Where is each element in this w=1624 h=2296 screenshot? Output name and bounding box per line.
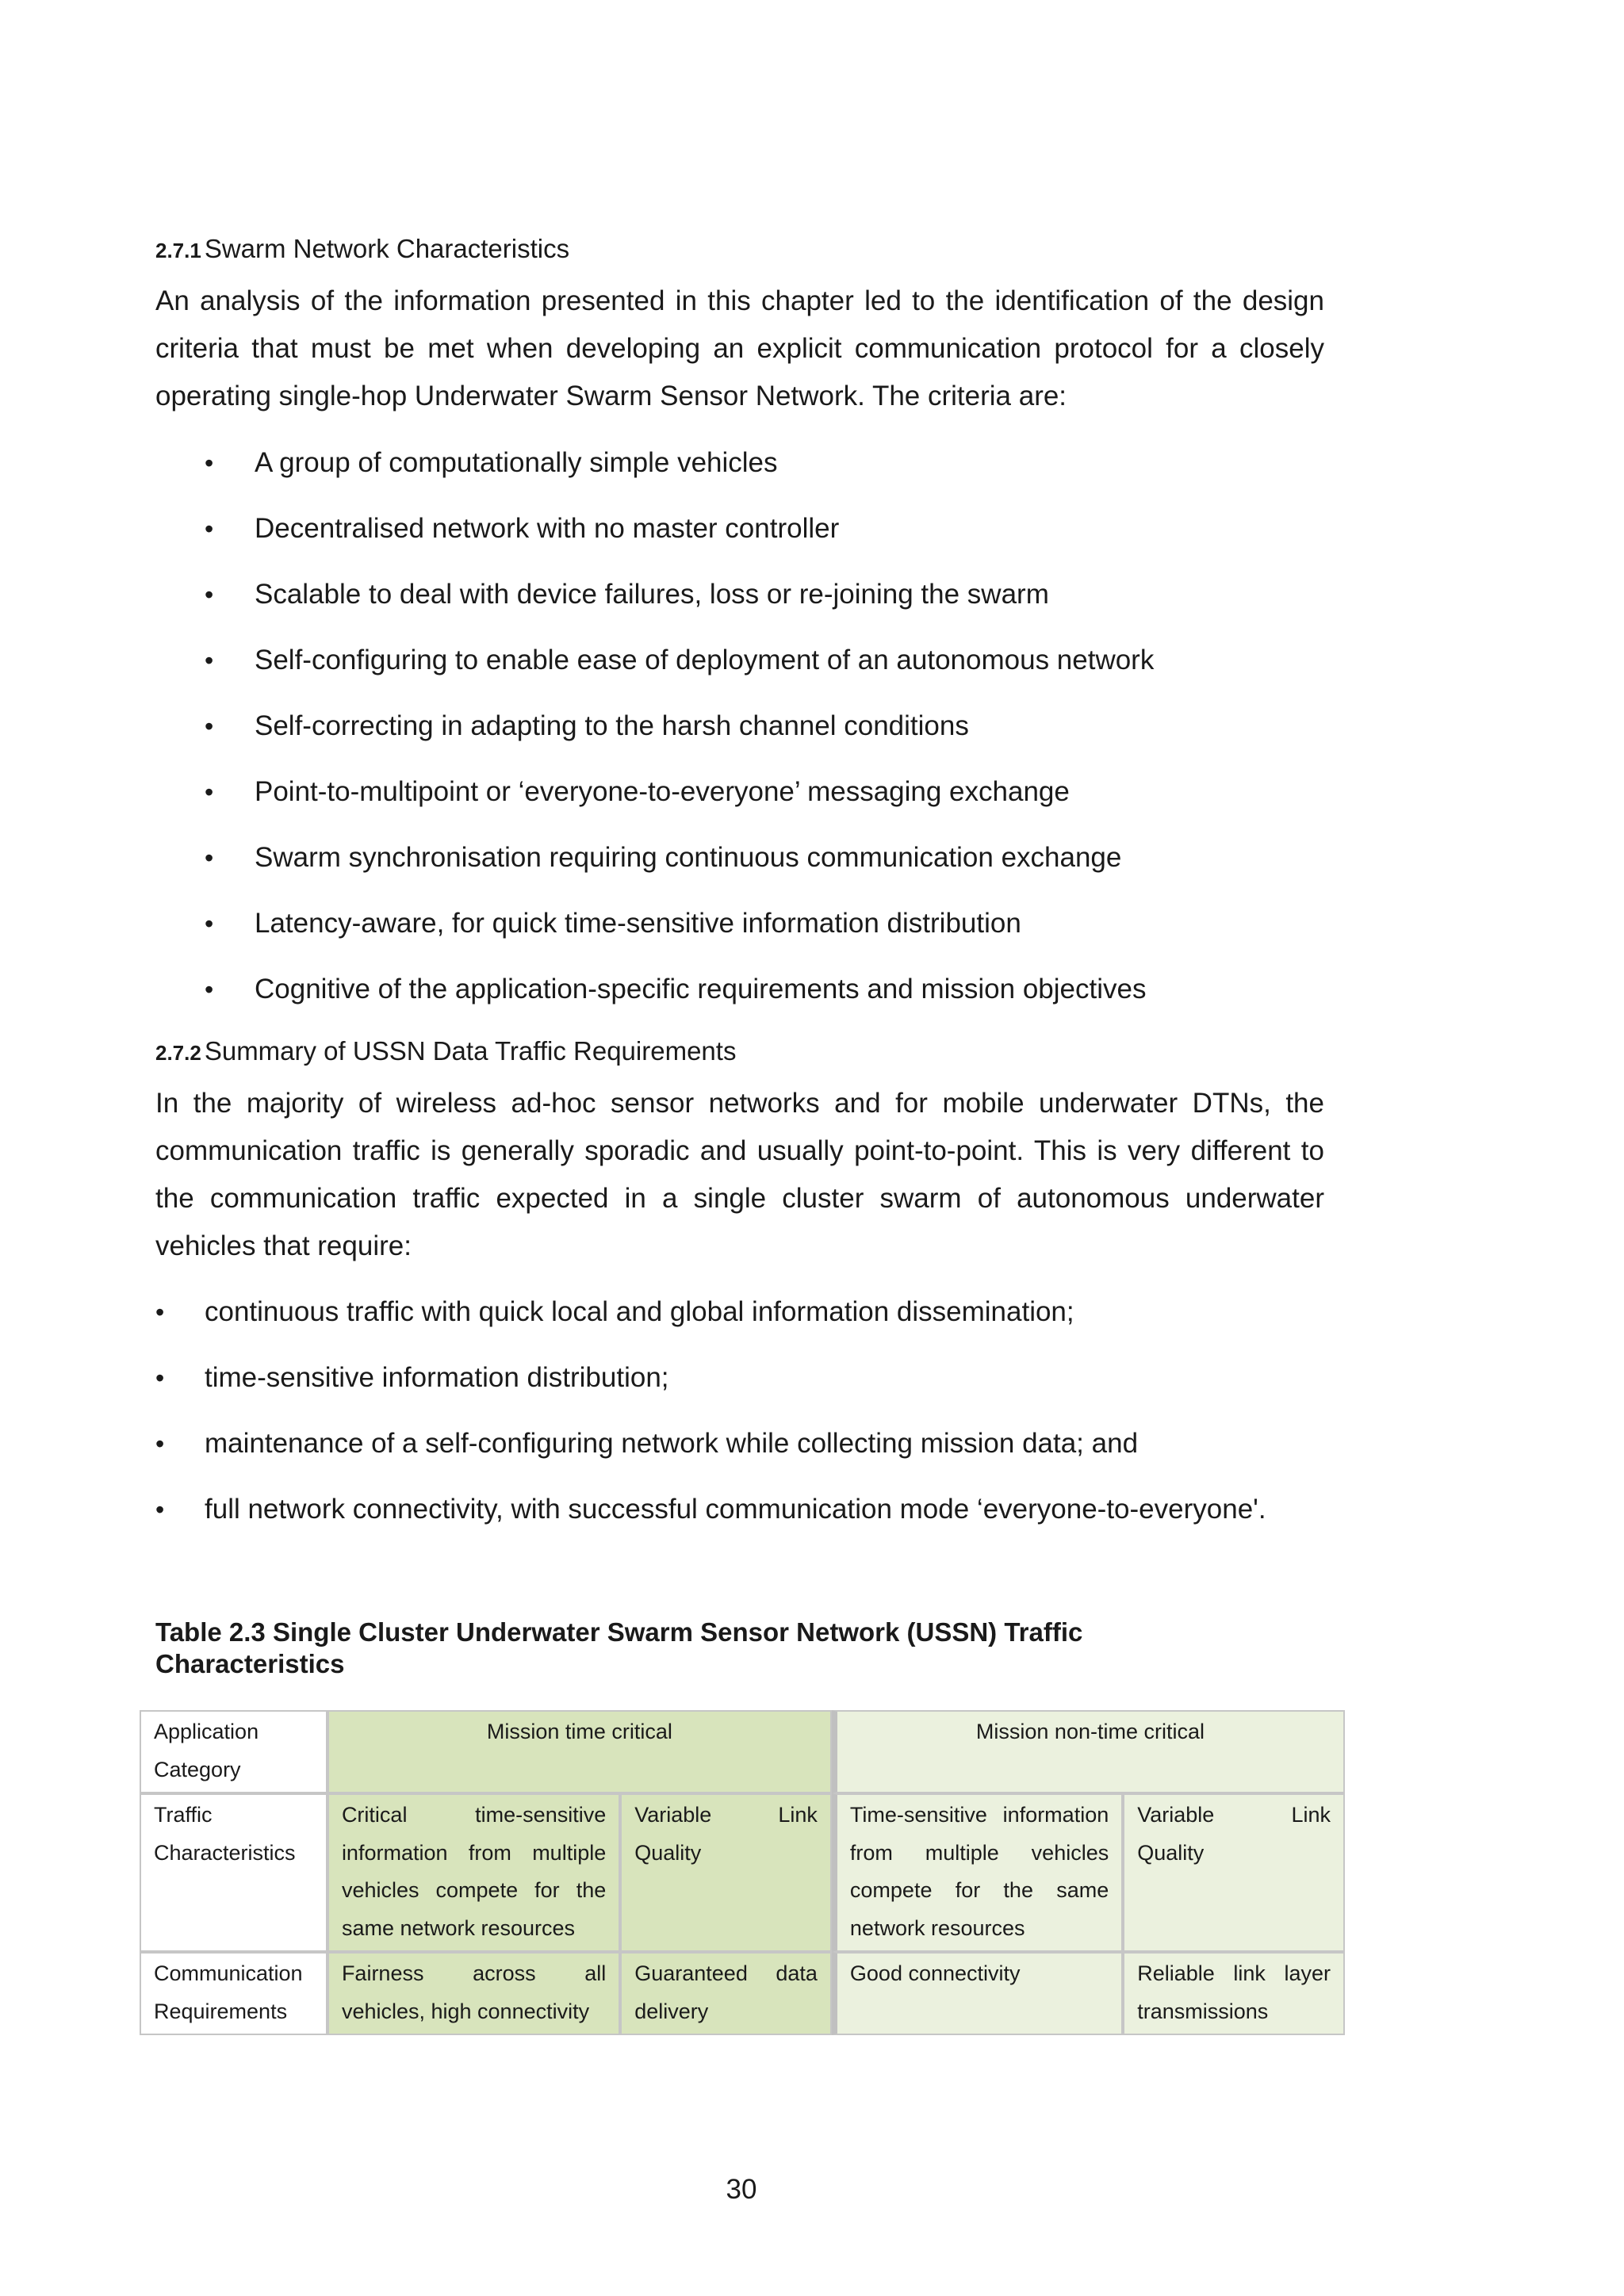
table-cell: Time-sensitive information from multiple vehicles compete for the same network resources — [832, 1793, 1123, 1952]
bullet-icon: • — [155, 1429, 165, 1458]
section-number: 2.7.1 — [155, 239, 201, 262]
bullet-icon: • — [205, 975, 214, 1004]
bullet-icon: • — [155, 1364, 165, 1392]
table-row — [140, 1793, 1345, 1952]
table-cell: Guaranteed data delivery — [620, 1952, 832, 2035]
row-header-application-category: Application Category — [140, 1710, 327, 1793]
section-paragraph: An analysis of the information presented in this chapter led to the identification of the design criteria that must be met when developing an explicit communication protocol for a closely operating single-hop Underwater Swarm Sensor Network. The criteria are: — [155, 285, 1324, 411]
table-cell: Good connectivity — [832, 1952, 1123, 2035]
bullet-icon: • — [205, 712, 214, 740]
page-number: 30 — [726, 2174, 757, 2205]
bullet-icon: • — [205, 449, 214, 477]
document-page: 2.7.1 Swarm Network Characteristics An analysis of the information presented in this chapter led to the identification of the design criteria that must be met when developing an explicit communication protocol for a closely operating single-hop Underwater Swarm Sensor Network. The criteria are: • A group of computationally simple vehicles • Decentralised network with no master controller • Scalable to deal with device failures, loss or re-joining the swarm • Self-configuring to enable ease of deployment of an autonomous network • Self-correcting in adapting to the harsh channel conditions • Point-to-multipoint or ‘everyone-to-everyone’ messaging exchange • Swarm synchronisation requiring continuous communication exchange • Latency-aware, for quick time-sensitive information distribution • Cognitive of the application-specific requirements and mission objectives 2.7.2 Summary of USSN Data Traffic Requirements In the majority of wireless ad-hoc sensor networks and for mobile underwater DTNs, the communication traffic is generally sporadic and usually point-to-point. This is very different to the communication traffic expected in a single cluster swarm of autonomous underwater vehicles that require: • continuous traffic with quick local and global information dissemination; • time-sensitive information distribution; • maintenance of a self-configuring network while collecting mission data; and • full network connectivity, with successful communication mode ‘everyone-to-everyone'. Table 2.3 Single Cluster Underwater Swarm Sensor Network (USSN) Traffic Characteristics Application Category Mission time critical Mission non-time critical Traffic Characteristics Critical time-sensitive information from multiple vehicles compete for the same network resources Variable Link Quality Time-sensitive information from multiple vehicles compete for the same network resources Variable Link Quality Communication Requirements Fairness across all vehicles, high connectivity Guaranteed data delivery Good connectivity Reliable link layer transmissions 30 — [0, 0, 1624, 2296]
section-heading-2-7-2 — [155, 1035, 736, 1069]
bullet-icon: • — [155, 1495, 165, 1524]
column-header-time-critical: Mission time critical — [327, 1710, 832, 1793]
bullet-icon: • — [205, 580, 214, 609]
table-cell: Fairness across all vehicles, high connectivity — [327, 1952, 620, 2035]
table-cell: Critical time-sensitive information from multiple vehicles compete for the same network resources — [327, 1793, 620, 1952]
section-number: 2.7.2 — [155, 1041, 201, 1065]
row-header-traffic-characteristics: Traffic Characteristics — [140, 1793, 327, 1952]
bullet-icon: • — [205, 646, 214, 675]
section-heading-2-7-1 — [155, 233, 569, 266]
table-cell: Variable Link Quality — [620, 1793, 832, 1952]
bullet-icon: • — [155, 1298, 165, 1326]
table-row — [140, 1710, 1345, 1793]
row-header-communication-requirements: Communication Requirements — [140, 1952, 327, 2035]
bullet-icon: • — [205, 909, 214, 938]
table-row — [140, 1952, 1345, 2035]
table-cell: Reliable link layer transmissions — [1123, 1952, 1345, 2035]
table-cell: Variable Link Quality — [1123, 1793, 1345, 1952]
traffic-characteristics-table — [140, 1710, 1345, 2035]
bullet-icon: • — [205, 778, 214, 806]
section-paragraph: In the majority of wireless ad-hoc sensor networks and for mobile underwater DTNs, the communication traffic is generally sporadic and usually point-to-point. This is very different to the communication traffic expected in a single cluster swarm of autonomous underwater vehicles that require: — [155, 1088, 1324, 1261]
bullet-icon: • — [205, 844, 214, 872]
section-title: Summary of USSN Data Traffic Requirements — [204, 1036, 737, 1066]
bullet-icon: • — [205, 515, 214, 543]
table-caption: Table 2.3 Single Cluster Underwater Swarm Sensor Network (USSN) Traffic Characteristics — [155, 1617, 1083, 1678]
column-header-non-time-critical: Mission non-time critical — [832, 1710, 1345, 1793]
section-title: Swarm Network Characteristics — [204, 234, 570, 263]
